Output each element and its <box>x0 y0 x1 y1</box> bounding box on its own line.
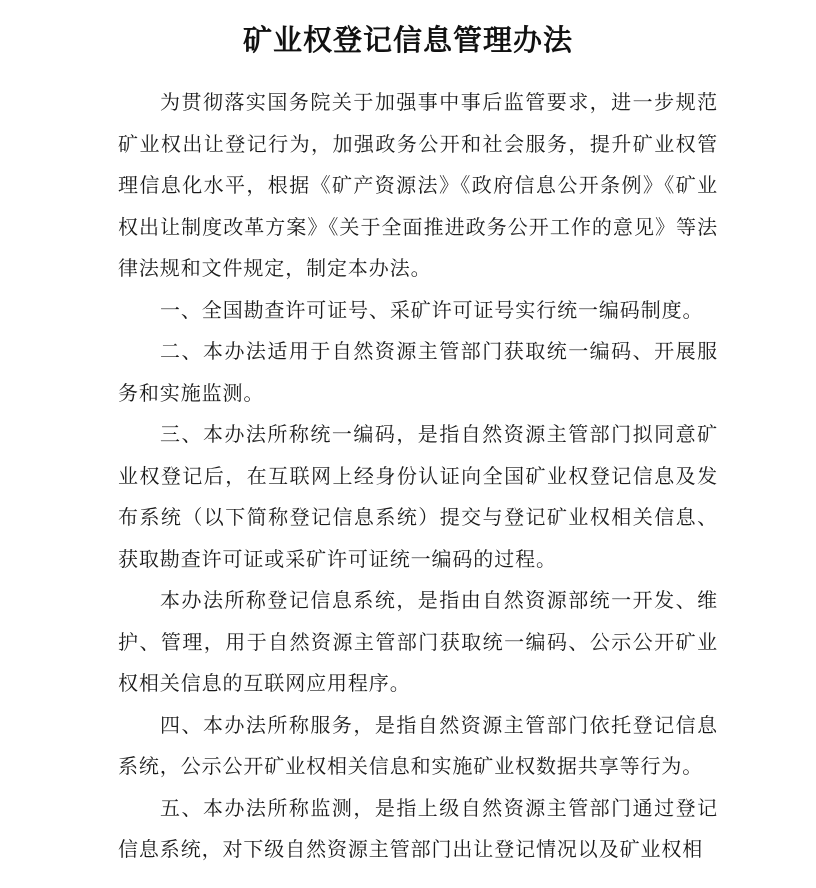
document-body <box>118 82 718 871</box>
paragraph-article-3: 三、本办法所称统一编码，是指自然资源主管部门拟同意矿业权登记后，在互联网上经身份认证向全国矿业权登记信息及发布系统（以下简称登记信息系统）提交与登记矿业权相关信息、获取勘查许可证或采矿许可证统一编码的过程。 <box>118 422 718 571</box>
paragraph-preamble: 为贯彻落实国务院关于加强事中事后监管要求，进一步规范矿业权出让登记行为，加强政务公开和社会服务，提升矿业权管理信息化水平，根据《矿产资源法》《政府信息公开条例》《矿业权出让制度改革方案》《关于全面推进政务公开工作的意见》等法律法规和文件规定，制定本办法。 <box>118 90 718 280</box>
paragraph-article-4: 四、本办法所称服务，是指自然资源主管部门依托登记信息系统，公示公开矿业权相关信息和实施矿业权数据共享等行为。 <box>118 712 718 778</box>
paragraph-article-3-system-definition: 本办法所称登记信息系统，是指由自然资源部统一开发、维护、管理，用于自然资源主管部门获取统一编码、公示公开矿业权相关信息的互联网应用程序。 <box>118 588 718 695</box>
paragraph-article-2: 二、本办法适用于自然资源主管部门获取统一编码、开展服务和实施监测。 <box>118 339 718 405</box>
paragraph-article-1: 一、全国勘查许可证号、采矿许可证号实行统一编码制度。 <box>160 297 704 322</box>
paragraph-article-5: 五、本办法所称监测，是指上级自然资源主管部门通过登记信息系统，对下级自然资源主管部门出让登记情况以及矿业权相 <box>118 795 718 861</box>
document-title: 矿业权登记信息管理办法 <box>242 23 573 57</box>
